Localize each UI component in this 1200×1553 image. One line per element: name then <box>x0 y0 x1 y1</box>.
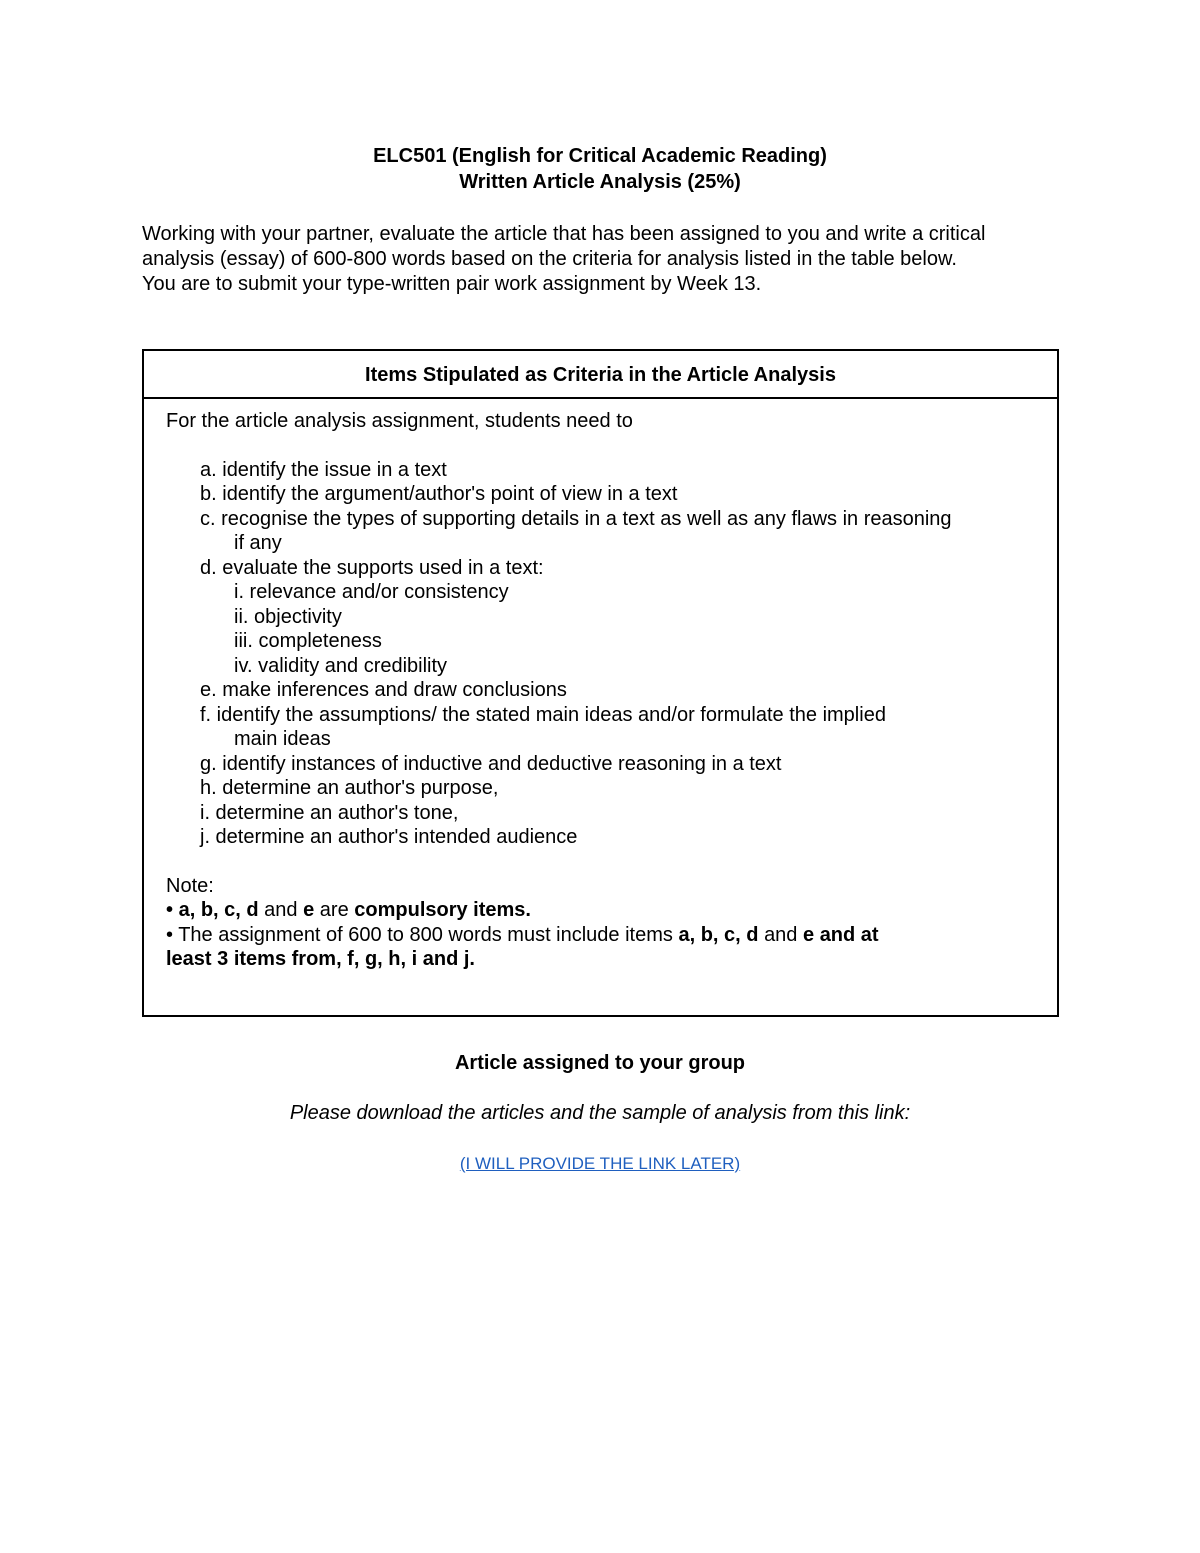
criteria-table-heading: Items Stipulated as Criteria in the Article Analysis <box>144 351 1057 399</box>
criteria-item-b: b. identify the argument/author's point of view in a text <box>200 483 678 505</box>
article-link[interactable]: (I WILL PROVIDE THE LINK LATER) <box>459 1154 741 1173</box>
note-label: Note: <box>166 874 214 897</box>
article-link-container <box>0 1152 1200 1176</box>
criteria-table-body <box>144 399 1057 972</box>
course-title: ELC501 (English for Critical Academic Reading) <box>373 145 827 167</box>
article-assigned-heading: Article assigned to your group <box>454 1052 746 1074</box>
intro-line: Working with your partner, evaluate the article that has been assigned to you and write a critical <box>142 223 986 245</box>
intro-line: You are to submit your type-written pair work assignment by Week 13. <box>142 273 762 295</box>
note-line-compulsory: • a, b, c, d and e are compulsory items. <box>166 899 531 921</box>
criteria-item-c: c. recognise the types of supporting details in a text as well as any flaws in reasoning <box>200 507 952 530</box>
criteria-item-i: i. determine an author's tone, <box>200 801 459 824</box>
criteria-subitem: i. relevance and/or consistency <box>234 581 509 603</box>
criteria-subitem: iv. validity and credibility <box>234 654 448 677</box>
note-block <box>166 874 1057 972</box>
criteria-list <box>166 458 1057 850</box>
criteria-item-g: g. identify instances of inductive and deductive reasoning in a text <box>200 752 782 775</box>
criteria-item-e: e. make inferences and draw conclusions <box>200 679 567 701</box>
criteria-item-j: j. determine an author's intended audience <box>200 826 578 848</box>
criteria-item-f-continuation: main ideas <box>234 728 331 750</box>
assignment-title: Written Article Analysis (25%) <box>459 171 741 193</box>
note-line-requirement: • The assignment of 600 to 800 words must include items a, b, c, d and e and at <box>166 923 879 946</box>
criteria-item-d: d. evaluate the supports used in a text: <box>200 556 544 579</box>
criteria-lead: For the article analysis assignment, students need to <box>166 410 633 432</box>
criteria-subitem: iii. completeness <box>234 630 382 652</box>
criteria-table <box>142 349 1059 1017</box>
note-line-optional: least 3 items from, f, g, h, i and j. <box>166 948 475 970</box>
criteria-item-h: h. determine an author's purpose, <box>200 777 499 799</box>
criteria-item-f: f. identify the assumptions/ the stated main ideas and/or formulate the implied <box>200 703 886 726</box>
intro-line: analysis (essay) of 600-800 words based on the criteria for analysis listed in the table below. <box>142 248 957 270</box>
intro-paragraph <box>142 222 1062 297</box>
criteria-item-a: a. identify the issue in a text <box>200 458 447 481</box>
criteria-item-c-continuation: if any <box>234 532 282 554</box>
criteria-subitem: ii. objectivity <box>234 605 342 628</box>
download-instruction: Please download the articles and the sample of analysis from this link: <box>289 1102 911 1124</box>
